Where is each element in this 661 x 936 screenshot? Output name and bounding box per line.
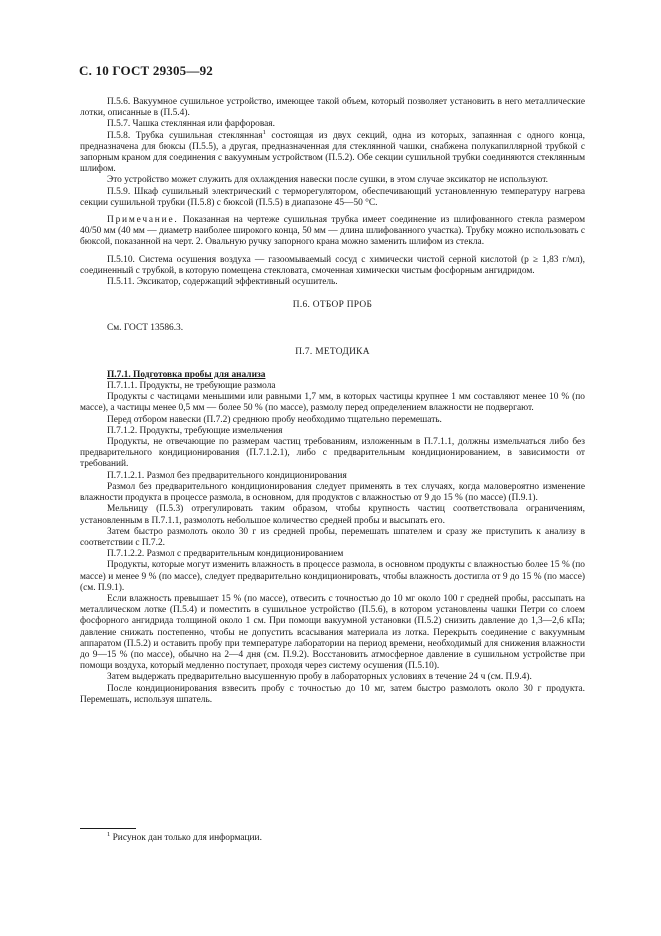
- paragraph-hold-24h: Затем выдержать предварительно высушенную пробу в лабораторных условиях в течение 24 ч (см. П.9.4).: [107, 672, 532, 683]
- paragraph-see-gost: См. ГОСТ 13586.3.: [107, 323, 184, 334]
- footnote-divider: [80, 828, 136, 829]
- p5-8-rest: состоящая из двух секций, одна из которых, запаянная с одного конца, предназначена для бюксы (П.5.5), а другая, предназначенная для стеклянной чашки, снабжена полукапиллярной трубкой с запорным краном для соединения с вакуумным устройством (П.5.2). Обе секции сушильной трубки соединяются стеклянным шлифом.: [80, 130, 585, 175]
- paragraph-humidity-over: Если влажность превышает 15 % (по массе), отвесить с точностью до 10 мг около 100 г средней пробы, рассыпать на металлическом лотке (П.5.4) и поместить в сушильное устройство (П.5.6), в котором установлены чашки Петри со слоем фосфорного ангидрида толщиной около 1 см. При помощи вакуумной установки (П.5.2) снизить давление до 1,3—2,6 кПа; давление снижать постепенно, чтобы не допустить всасывания материала из лотка. Перекрыть соединение с вакуумным аппаратом (П.5.2) и оставить пробу при температуре лаборатории на период времени, необходимый для снижения влажности до 9—15 % (по массе), обычно на 2—4 дня (см. П.9.2). Восстановить атмосферное давление в сушильном устройстве при помощи воздуха, который медленно поступает, проходя через систему осушения (П.5.10).: [80, 593, 585, 672]
- footnote: [107, 830, 262, 844]
- note-label: Примечание.: [107, 215, 179, 226]
- paragraph-products-grind: Продукты, не отвечающие по размерам частиц требованиям, изложенным в П.7.1.1, должны измельчаться либо без предварительного кондиционирования (П.7.1.2.1), либо с предварительным кондиционированием, в зависимости от требований.: [80, 437, 585, 470]
- paragraph-grind-30g: Затем быстро размолоть около 30 г из средней пробы, перемешать шпателем и сразу же приступить к анализу в соответствии с П.7.2.: [80, 526, 585, 548]
- footnote-ref: 1: [262, 128, 266, 136]
- note-text: Показанная на чертеже сушильная трубка имеет соединение из шлифованного стекла размером 40/50 мм (40 мм — диаметр наиболее широкого конца, 50 мм — длина шлифованного участка). Трубку можно использовать с бюксой, показанной на черт. 2. Овальную ручку запорного крана можно заменить шлифом из стекла.: [80, 215, 585, 248]
- p7-1-title: Подготовка пробы для анализа: [130, 369, 266, 380]
- p5-8-start: П.5.8. Трубка сушильная стеклянная: [107, 130, 263, 141]
- paragraph-p7-1-2: П.7.1.2. Продукты, требующие измельчения: [107, 425, 283, 436]
- paragraph-device-note: Это устройство может служить для охлаждения навески после сушки, в этом случае эксикатор не используют.: [107, 175, 548, 186]
- section-title-p6: П.6. ОТБОР ПРОБ: [292, 300, 373, 311]
- paragraph-p5-9: П.5.9. Шкаф сушильный электрический с терморегулятором, обеспечивающий установленную температуру нагрева секции сушильной трубки (П.5.8) с бюксой (П.5.5) в диапазоне 45—50 °С.: [80, 186, 585, 208]
- paragraph-products-small: Продукты с частицами меньшими или равными 1,7 мм, в которых частицы крупнее 1 мм составляют менее 10 % (по массе), а частицы менее 0,5 мм — более 50 % (по массе), размолу перед определением влажности не подвергают.: [80, 392, 585, 414]
- paragraph-cond-products: Продукты, которые могут изменить влажность в процессе размола, в основном продукты с влажностью более 15 % (по массе) и менее 9 % (по массе), следует предварительно кондиционировать, чтобы влажность достигла от 9 до 15 % (по массе) (см. П.9.1).: [80, 560, 585, 593]
- paragraph-p5-10: П.5.10. Система осушения воздуха — газоомываемый сосуд с химически чистой серной кислотой (р ≥ 1,83 г/мл), соединенный с трубкой, в которую помещена стекловата, смоченная химически чистым фосфорным ангидридом.: [80, 254, 585, 276]
- p7-1-number: П.7.1.: [107, 369, 131, 380]
- paragraph-p7-1-1: П.7.1.1. Продукты, не требующие размола: [107, 381, 276, 392]
- footnote-mark: 1: [107, 830, 111, 838]
- document-body: [80, 97, 585, 706]
- paragraph-mix-before: Перед отбором навески (П.7.2) среднюю пробу необходимо тщательно перемешать.: [107, 414, 442, 425]
- paragraph-p7-1-2-2: П.7.1.2.2. Размол с предварительным кондиционированием: [107, 549, 344, 560]
- paragraph-p5-11: П.5.11. Эксикатор, содержащий эффективный осушитель.: [107, 277, 338, 288]
- paragraph-p7-1-2-1: П.7.1.2.1. Размол без предварительного кондиционирования: [107, 470, 347, 481]
- paragraph-after-cond: После кондиционирования взвесить пробу с точностью до 10 мг, затем быстро размолоть около 30 г продукта. Перемешать, используя шпатель.: [80, 683, 585, 705]
- note-paragraph: [80, 215, 585, 249]
- footnote-text: Рисунок дан только для информации.: [110, 833, 262, 843]
- subsection-p7-1: [80, 370, 585, 381]
- paragraph-p5-6: П.5.6. Вакуумное сушильное устройство, имеющее такой объем, который позволяет установить в него металлические лотки, описанные в (П.5.4).: [80, 97, 585, 119]
- section-title-p7: П.7. МЕТОДИКА: [295, 346, 370, 357]
- paragraph-p5-7: П.5.7. Чашка стеклянная или фарфоровая.: [107, 119, 275, 130]
- page-header: С. 10 ГОСТ 29305—92: [79, 63, 213, 78]
- paragraph-mill-adjust: Мельницу (П.5.3) отрегулировать таким образом, чтобы крупность частиц соответствовала ограничениям, установленным в П.7.1.1, размолоть небольшое количество средней пробы и высыпать его.: [80, 504, 585, 526]
- paragraph-grind-no-cond: Размол без предварительного кондиционирования следует применять в тех случаях, когда маловероятно изменение влажности продукта в процессе размола, в основном, для продуктов с влажностью от 9 до 15 % (по массе) (П.9.1).: [80, 481, 585, 504]
- paragraph-p5-8: [80, 128, 585, 176]
